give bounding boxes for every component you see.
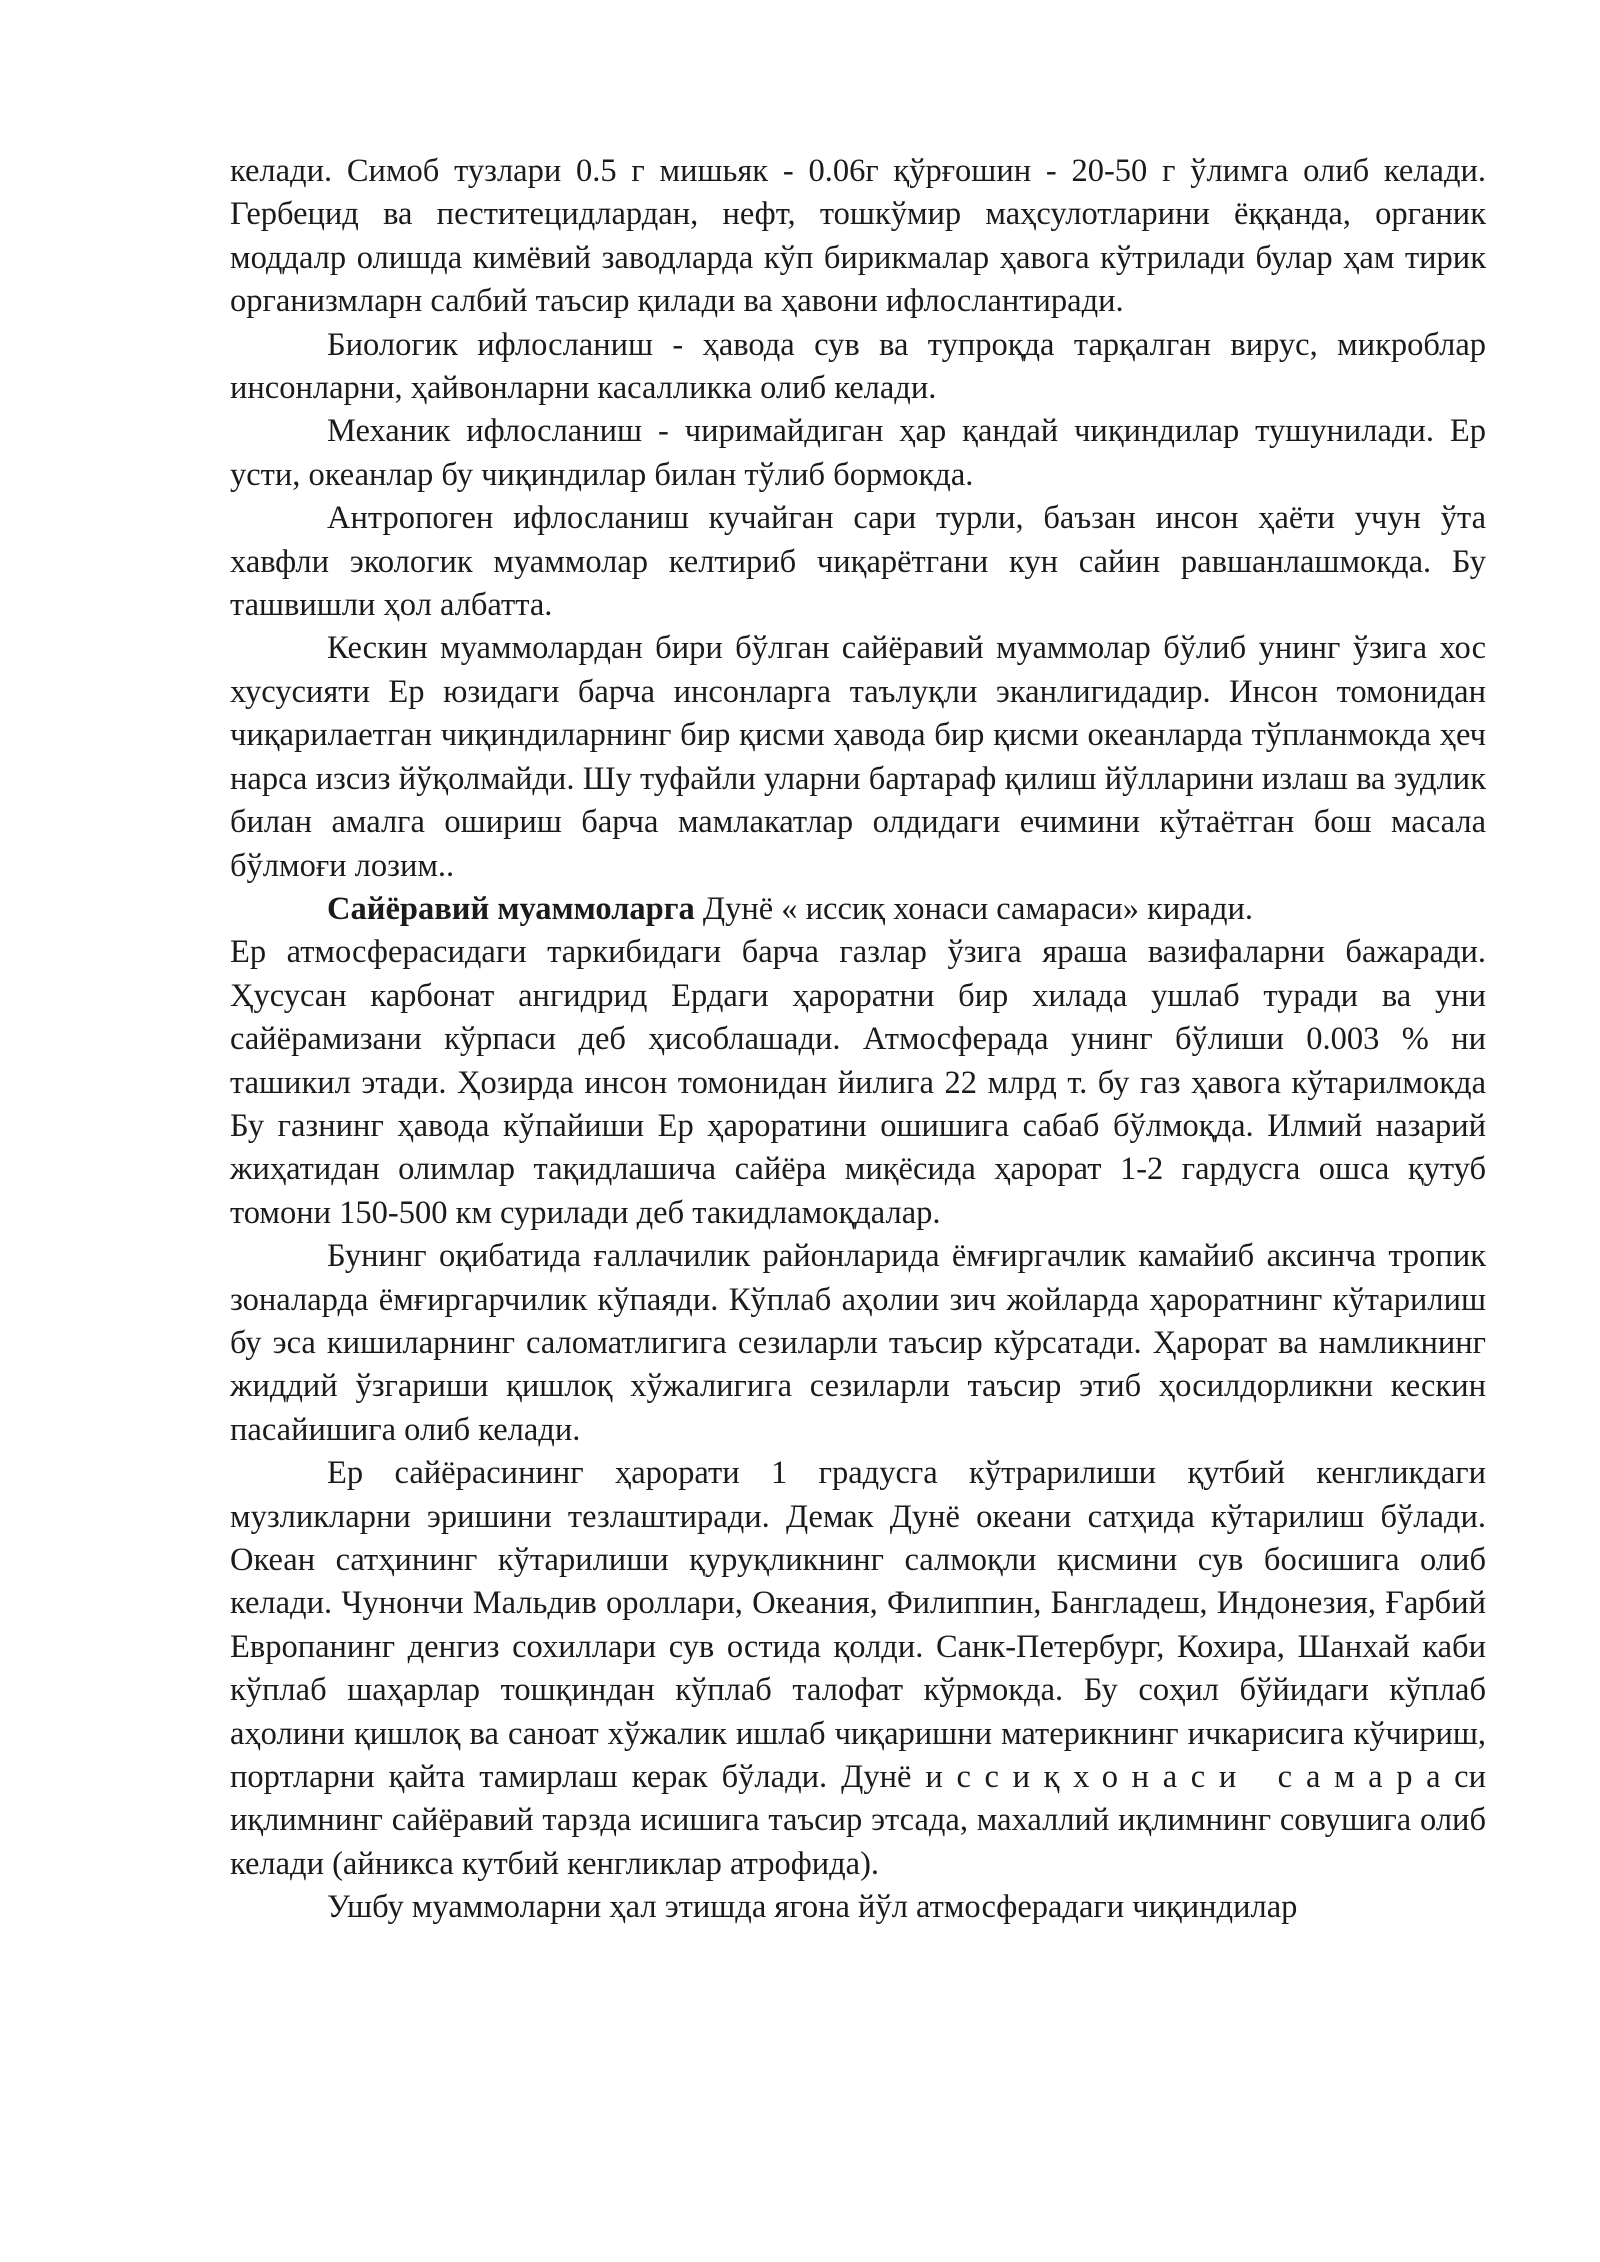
paragraph-9 (230, 1452, 1486, 1886)
paragraph-2: Биологик ифлосланиш - ҳавода сув ва тупроқда тарқалган вирус, микроблар инсонларни, ҳайвонларни касалликка олиб келади. (230, 326, 1486, 407)
paragraph-5: Кескин муаммолардан бири бўлган сайёравий муаммолар бўлиб унинг ўзига хос хусусияти Ер юзидаги барча инсонларга таълуқли эканлигидадир. Инсон томонидан чиқарилаетган чиқиндиларнинг бир қисми ҳавода бир қисми океанларда тўпланмокда ҳеч нарса изсиз йўқолмайди. Шу туфайли уларни бартараф қилиш йўлларини излаш ва зудлик билан амалга ошириш барча мамлакатлар олдидаги ечимини кўтаётган бош масала бўлмоғи лозим.. (230, 630, 1486, 884)
paragraph-9-text-after: си иқлимнинг сайёравий тарзда исишига таъсир этсада, махаллий иқлимнинг совушига олиб келади (айникса кутбий кенгликлар атрофида). (230, 1759, 1486, 1882)
paragraph-4: Антропоген ифлосланиш кучайган сари турли, баъзан инсон ҳаёти учун ўта хавфли экологик муаммолар келтириб чиқарётгани кун сайин равшанлашмокда. Бу ташвишли ҳол албатта. (230, 500, 1486, 624)
bold-heading: Сайёравий муаммоларга (327, 890, 695, 927)
paragraph-6-text: Дунё « иссиқ хонаси самараси» киради. (694, 890, 1254, 927)
paragraph-9-text-before: Ер сайёрасининг ҳарорати 1 градусга кўтрарилиши қутбий кенгликдаги музликларни эришини тезлаштиради. Демак Дунё океани сатҳида кўтарилиш бўлади. Океан сатҳининг кўтарилиши қуруқликнинг салмоқли қисмини сув босишига олиб келади. Чунончи Мальдив ороллари, Океания, Филиппин, Бангладеш, Индонезия, Ғарбий Европанинг денгиз сохиллари сув остида қолди. Санк-Петербург, Кохира, Шанхай каби кўплаб шаҳарлар тошқиндан кўплаб талофат кўрмокда. Бу соҳил бўйидаги кўплаб аҳолини қишлоқ ва саноат хўжалик ишлаб чиқаришни материкнинг ичкарисига кўчириш, портларни қайта тамирлаш керак бўлади. Дунё (230, 1455, 1486, 1796)
paragraph-1: келади. Симоб тузлари 0.5 г мишьяк - 0.06г қўрғошин - 20-50 г ўлимга олиб келади. Гербецид ва пеститецидлардан, нефт, тошкўмир маҳсулотларини ёққанда, органик моддалр олишда кимёвий заводларда кўп бирикмалар ҳавога кўтрилади булар ҳам тирик организмларн салбий таъсир қилади ва ҳавони ифлослантиради. (230, 153, 1486, 320)
paragraph-10: Ушбу муаммоларни ҳал этишда ягона йўл атмосферадаги чиқиндилар (327, 1889, 1298, 1926)
paragraph-7: Ер атмосферасидаги таркибидаги барча газлар ўзига яраша вазифаларни бажаради. Ҳусусан карбонат ангидрид Ердаги ҳароратни бир хилада ушлаб туради ва уни сайёрамизани кўрпаси деб ҳисоблашади. Атмосферада унинг бўлиши 0.003 % ни ташикил этади. Ҳозирда инсон томонидан йилига 22 млрд т. бу газ ҳавога кўтарилмокда Бу газнинг ҳавода кўпайиши Ер ҳароратини ошишига сабаб бўлмоқда. Илмий назарий жиҳатидан олимлар тақидлашича сайёра миқёсида ҳарорат 1-2 гардусга ошса қутуб томони 150-500 км сурилади деб такидламоқдалар. (230, 934, 1486, 1231)
paragraph-8: Бунинг оқибатида ғаллачилик районларида ёмғиргачлик камайиб аксинча тропик зоналарда ёмғиргарчилик кўпаяди. Кўплаб аҳолии зич жойларда ҳароратнинг кўтарилиш бу эса кишиларнинг саломатлигига сезиларли таъсир кўрсатади. Ҳарорат ва намликнинг жиддий ўзгариши қишлоқ хўжалигига сезиларли таъсир этиб ҳосилдорликни кескин пасайишига олиб келади. (230, 1238, 1486, 1448)
spaced-text: иссиқхонаси самара (925, 1759, 1455, 1796)
paragraph-6 (230, 888, 1486, 931)
document-body (230, 150, 1486, 1930)
paragraph-3: Механик ифлосланиш - чиримайдиган ҳар қандай чиқиндилар тушунилади. Ер усти, океанлар бу чиқиндилар билан тўлиб бормокда. (230, 413, 1486, 493)
